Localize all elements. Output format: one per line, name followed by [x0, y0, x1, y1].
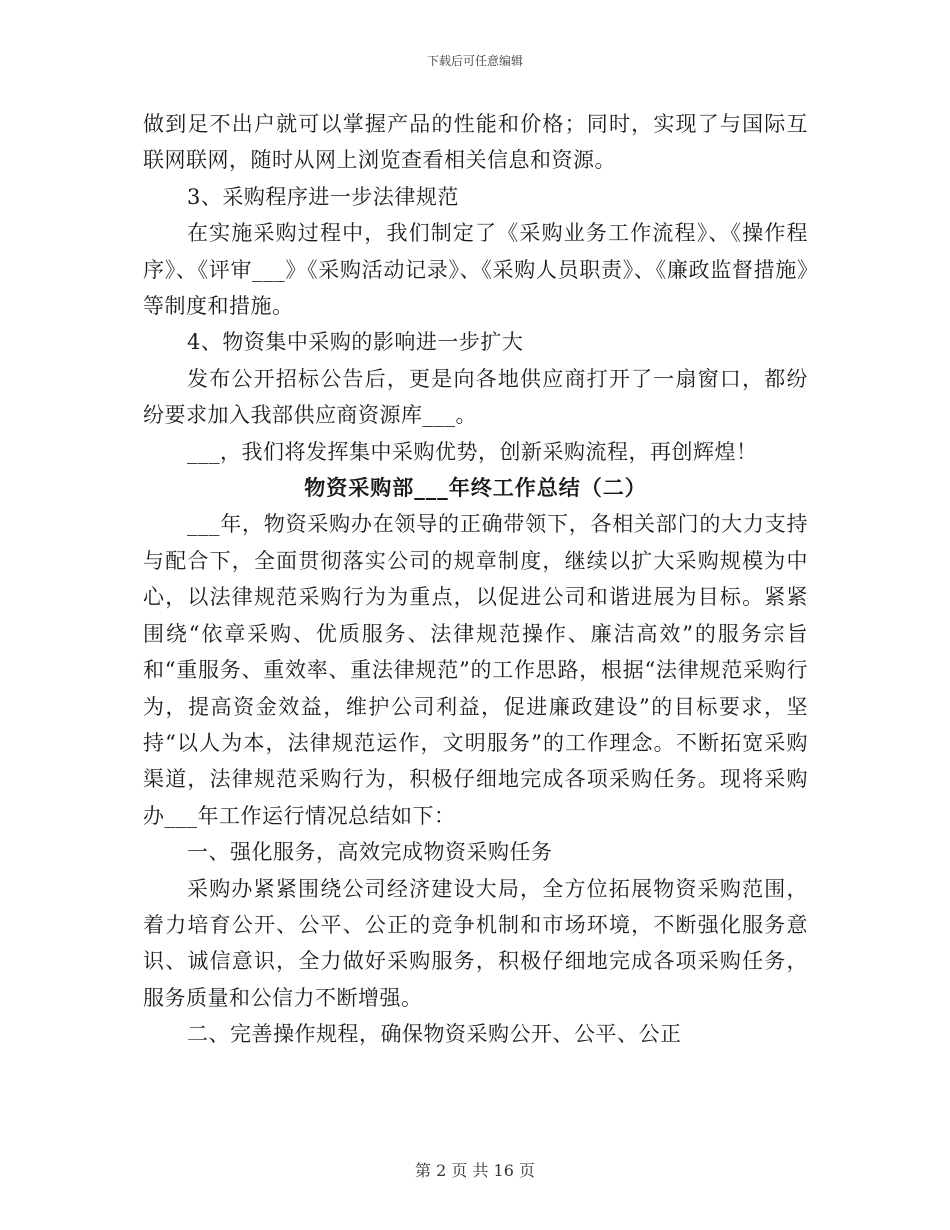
subheading-procedures: 二、完善操作规程，确保物资采购公开、公平、公正: [187, 1022, 682, 1047]
paragraph-procedures: 在实施采购过程中，我们制定了《采购业务工作流程》、《操作程序》、《评审___》《采购活动记录》、《采购人员职责》、《廉政监督措施》等制度和措施。: [143, 221, 808, 319]
subheading-centralized-procurement: 4、物资集中采购的影响进一步扩大: [187, 330, 524, 355]
paragraph-tender-notice: 发布公开招标公告后，更是向各地供应商打开了一扇窗口，都纷纷要求加入我部供应商资源库___。: [143, 366, 808, 428]
page-footer: 第 2 页 共 16 页: [415, 1161, 535, 1180]
paragraph-closing: ___，我们将发挥集中采购优势，创新采购流程，再创辉煌！: [187, 439, 758, 464]
paragraph-intro: ___年，物资采购办在领导的正确带领下，各相关部门的大力支持与配合下，全面贯彻落实公司的规章制度，继续以扩大采购规模为中心，以法律规范采购行为为重点，以促进公司和谐进展为目标。紧紧围绕“依章采购、优质服务、法律规范操作、廉洁高效”的服务宗旨和“重服务、重效率、重法律规范”的工作思路，根据“法律规范采购行为，提高资金效益，维护公司利益，促进廉政建设”的目标要求，坚持“以人为本，法律规范运作，文明服务”的工作理念。不断拓宽采购渠道，法律规范采购行为，积极仔细地完成各项采购任务。现将采购办___年工作运行情况总结如下：: [143, 512, 808, 828]
paragraph-service: 采购办紧紧围绕公司经济建设大局，全方位拓展物资采购范围，着力培育公开、公平、公正的竞争机制和市场环境，不断强化服务意识、诚信意识，全力做好采购服务，积极仔细地完成各项采购任务，服务质量和公信力不断增强。: [143, 876, 808, 1010]
page-header: 下载后可任意编辑: [426, 54, 523, 68]
subheading-service: 一、强化服务，高效完成物资采购任务: [187, 840, 553, 865]
paragraph-continuation: 做到足不出户就可以掌握产品的性能和价格；同时，实现了与国际互联网联网，随时从网上浏览查看相关信息和资源。: [143, 112, 808, 173]
section-title: 物资采购部___年终工作总结（二）: [304, 475, 647, 501]
document-body: [143, 106, 808, 1053]
subheading-procurement-procedure: 3、采购程序进一步法律规范: [187, 184, 459, 209]
